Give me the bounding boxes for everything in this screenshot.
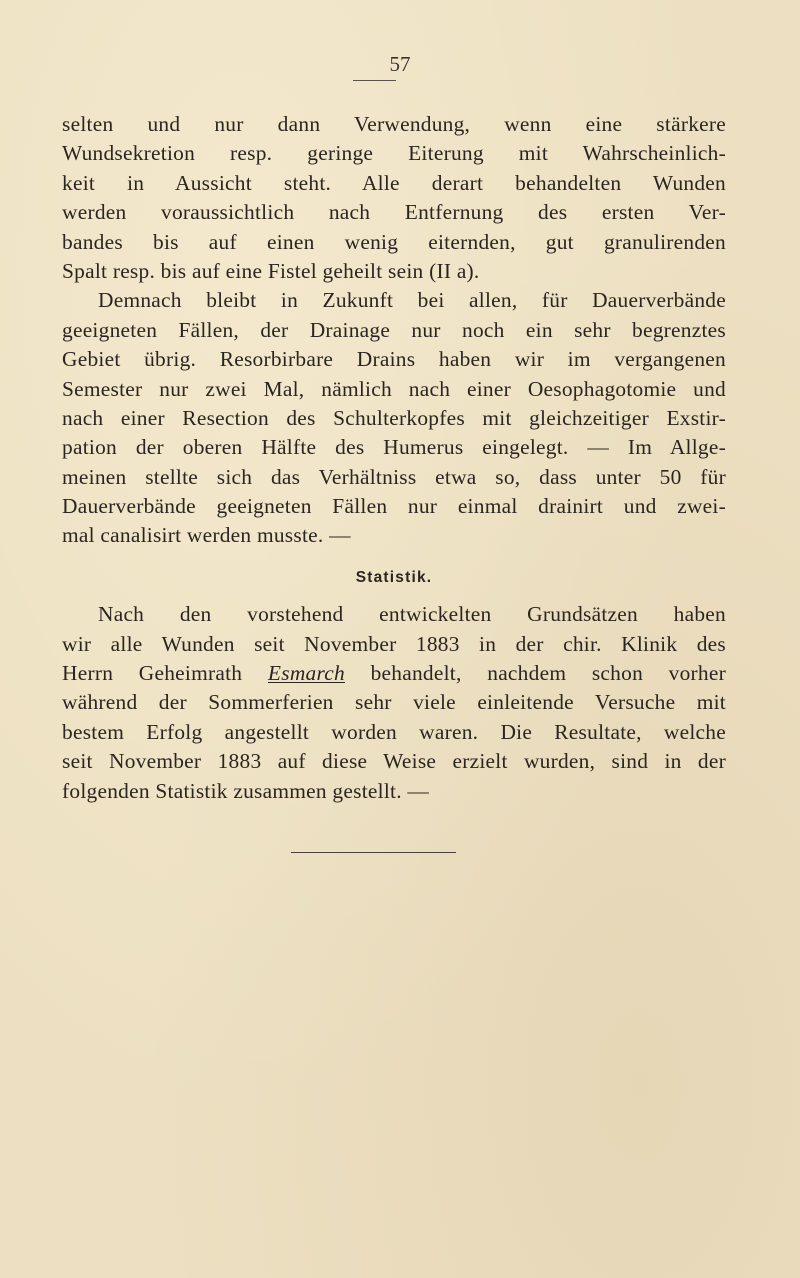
- text-line: während der Sommerferien sehr viele einleitende Versuche mit: [62, 690, 726, 715]
- text-line: Gebiet übrig. Resorbirbare Drains haben wir im vergangenen: [62, 347, 726, 372]
- text-line: bandes bis auf einen wenig eiternden, gut granulirenden: [62, 229, 726, 254]
- text-line: mal canalisirt werden musste. —: [62, 523, 351, 548]
- text-line: [62, 659, 726, 688]
- text-line: Semester nur zwei Mal, nämlich nach einer Oesophagotomie und: [62, 376, 726, 401]
- text-line: bestem Erfolg angestellt worden waren. Die Resultate, welche: [62, 719, 726, 744]
- text-line: meinen stellte sich das Verhältniss etwa so, dass unter 50 für: [62, 464, 726, 489]
- page-number: 57: [389, 52, 411, 76]
- text-line: Nach den vorstehend entwickelten Grundsätzen haben: [98, 602, 726, 627]
- text-line: geeigneten Fällen, der Drainage nur noch ein sehr begrenztes: [62, 317, 726, 342]
- text-fragment: behandelt, nachdem schon vorher: [344, 661, 726, 686]
- text-fragment: Herrn Geheimrath: [62, 661, 268, 686]
- text-line: Dauerverbände geeigneten Fällen nur einmal drainirt und zwei-: [62, 494, 726, 519]
- text-line: werden voraussichtlich nach Entfernung des ersten Ver-: [62, 200, 726, 225]
- author-name: Esmarch: [267, 661, 345, 686]
- page-number-rule: [353, 80, 396, 81]
- text-line: folgenden Statistik zusammen gestellt. —: [62, 778, 430, 803]
- text-line: Spalt resp. bis auf eine Fistel geheilt sein (II a).: [62, 258, 480, 283]
- text-line: wir alle Wunden seit November 1883 in der chir. Klinik des: [62, 631, 726, 656]
- paragraph-1: [62, 110, 726, 286]
- paragraph-2: [62, 286, 726, 551]
- section-heading: Statistik.: [355, 568, 433, 586]
- text-line: Wundsekretion resp. geringe Eiterung mit Wahrscheinlich-: [62, 141, 726, 166]
- end-rule: [291, 852, 456, 853]
- text-line: seit November 1883 auf diese Weise erzielt wurden, sind in der: [62, 749, 726, 774]
- text-line: selten und nur dann Verwendung, wenn eine stärkere: [62, 112, 726, 136]
- body-text: [62, 110, 726, 806]
- text-line: pation der oberen Hälfte des Humerus eingelegt. — Im Allge-: [62, 435, 726, 460]
- paragraph-3: [62, 600, 726, 806]
- text-line: nach einer Resection des Schulterkopfes mit gleichzeitiger Exstir-: [62, 405, 726, 430]
- text-line: keit in Aussicht steht. Alle derart behandelten Wunden: [62, 170, 726, 195]
- text-line: Demnach bleibt in Zukunft bei allen, für Dauerverbände: [98, 288, 726, 313]
